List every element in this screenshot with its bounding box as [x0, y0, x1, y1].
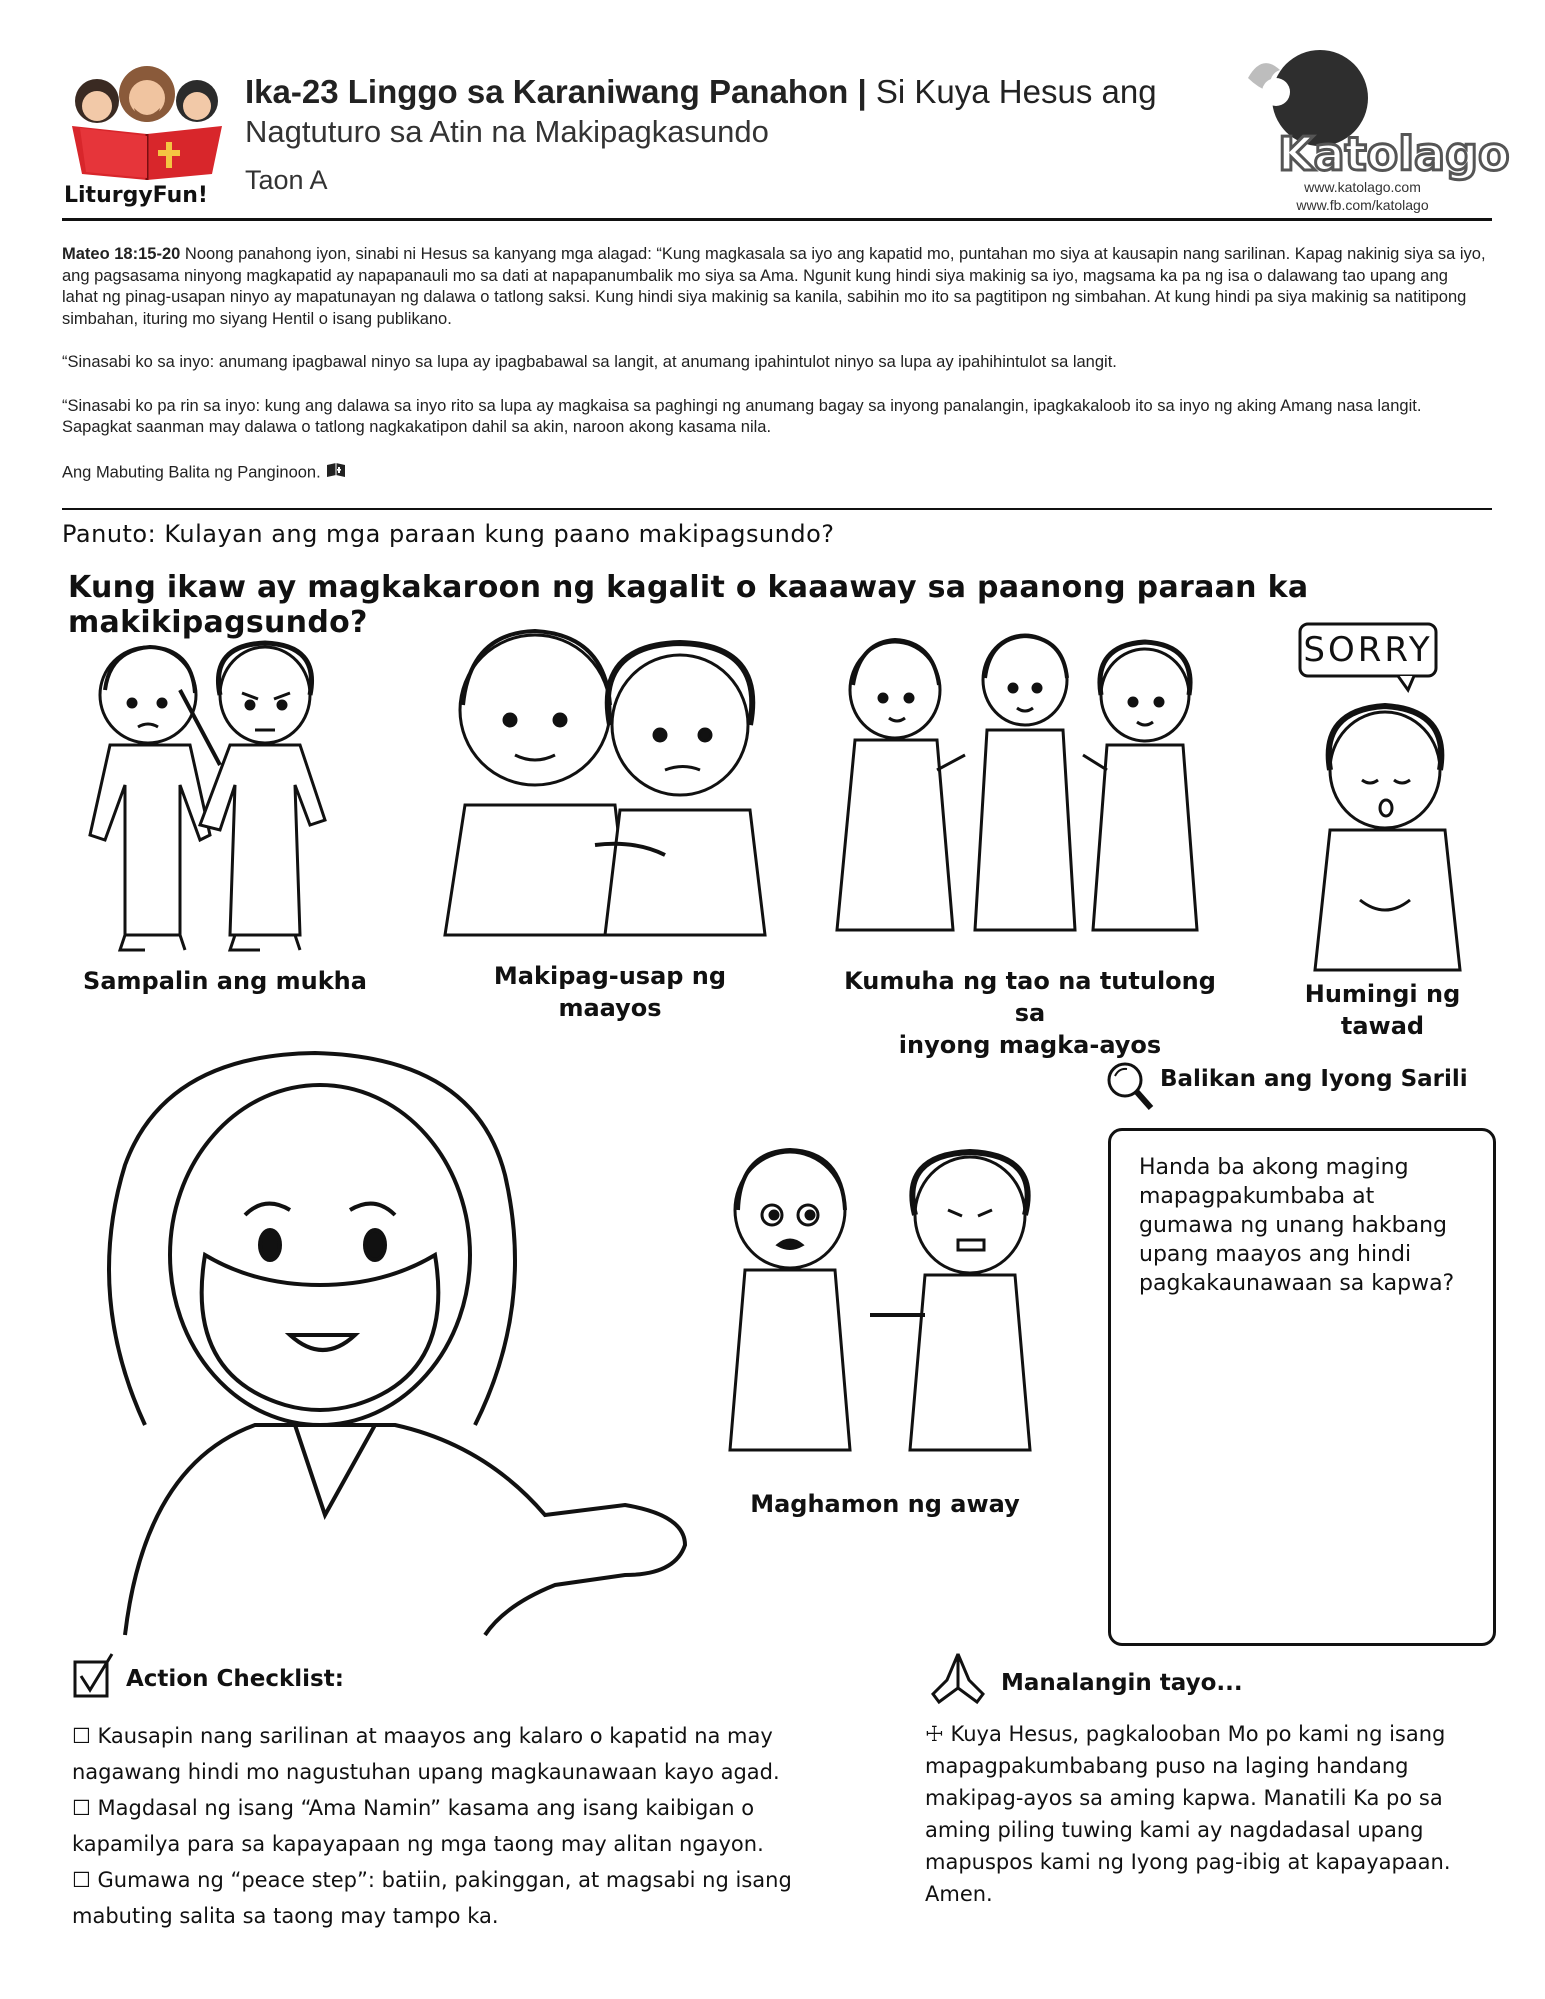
illustration-challenge[interactable] [700, 1140, 1080, 1470]
title-bold: Ika-23 Linggo sa Karaniwang Panahon [245, 73, 849, 110]
prayer-line: Amen. [925, 1882, 993, 1906]
instruction-text: Panuto: Kulayan ang mga paraan kung paano makipagsundo? [62, 520, 835, 548]
title-separator: | [848, 73, 876, 110]
checklist-line: nagawang hindi mo nagustuhan upang magkaunawaan kayo agad. [72, 1760, 780, 1784]
checklist-line[interactable]: ☐ Gumawa ng “peace step”: batiin, pakinggan, at magsabi ng isang [72, 1868, 792, 1892]
katolago-logo [1240, 48, 1510, 181]
checklist-line: mabuting salita sa taong may tampo ka. [72, 1904, 499, 1928]
checkbox-icon [72, 1650, 116, 1705]
page-subtitle: Nagtuturo sa Atin na Makipagkasundo [245, 114, 769, 149]
brand-wordmark: Katolago [1278, 127, 1510, 181]
gospel-paragraph-3: “Sinasabi ko pa rin sa inyo: kung ang dalawa sa inyo rito sa lupa ay magkaisa sa paghingi ng anumang bagay sa inyong panalangin, ipagkakaloob ito sa inyo ng aking Amang nasa langit. Sapagkat saanman may dalawa o tatlong nagkakatipon dahil sa akin, naroon akong kasama nila. [62, 396, 1422, 436]
gospel-closing-text: Ang Mabuting Balita ng Panginoon. [62, 463, 321, 482]
illustration-slap[interactable] [70, 635, 380, 965]
liturgyfun-logo [62, 56, 232, 206]
option-label-3 [835, 965, 1225, 1061]
prayer-title: Manalangin tayo... [1001, 1670, 1243, 1696]
reflection-line: gumawa ng unang hakbang [1139, 1213, 1447, 1238]
prayer-line: mapagpakumbabang puso na laging handang [925, 1754, 1409, 1778]
option-label-2-line2: maayos [558, 994, 662, 1022]
website-link[interactable]: www.katolago.com [1304, 179, 1421, 195]
illustration-mediator[interactable] [825, 630, 1225, 960]
header-divider [62, 218, 1492, 221]
reflection-line: upang maayos ang hindi [1139, 1242, 1412, 1267]
liturgical-year: Taon A [245, 165, 328, 195]
logo-text: LiturgyFun! [64, 183, 208, 208]
magnifier-icon [1105, 1060, 1155, 1117]
checklist-line: kapamilya para sa kapayapaan ng mga taong may alitan ngayon. [72, 1832, 764, 1856]
reflection-line: mapagpakumbaba at [1139, 1184, 1375, 1209]
checklist-title: Action Checklist: [126, 1666, 344, 1692]
gospel-paragraph-1 [62, 244, 1487, 330]
reflection-title: Balikan ang Iyong Sarili [1160, 1066, 1468, 1092]
page-title [245, 72, 1235, 112]
sorry-speech-bubble [1298, 622, 1438, 680]
gospel-reference: Mateo 18:15-20 [62, 245, 181, 263]
prayer-line: ☩ Kuya Hesus, pagkalooban Mo po kami ng isang [925, 1722, 1446, 1746]
option-label-3-line1: Kumuha ng tao na tutulong sa [844, 967, 1216, 1027]
checklist-line[interactable]: ☐ Kausapin nang sarilinan at maayos ang kalaro o kapatid na may [72, 1724, 773, 1748]
gospel-closing [62, 461, 1487, 486]
option-label-2 [450, 960, 770, 1024]
option-label-5: Maghamon ng away [750, 1490, 1020, 1518]
activity-question: Kung ikaw ay magkakaroon ng kagalit o kaaaway sa paanong paraan ka makikipagsundo? [68, 570, 1309, 640]
jesus-illustration [85, 1045, 705, 1635]
prayer-text [925, 1718, 1485, 1910]
option-label-4: Humingi ng tawad [1304, 980, 1461, 1040]
gospel-text-1: Noong panahong iyon, sinabi ni Hesus sa kanyang mga alagad: “Kung magkasala sa iyo ang kapatid mo, puntahan mo siya at kausapin nang sarilinan. Kapag nakinig siya sa iyo, ang pagsasama ninyong magkapatid ay napapanauli mo sa dati at napapanumbalik mo siya sa Ama. Ngunit kung hindi siya makinig sa iyo, magsama ka pa ng isa o dalawang tao upang ang lahat ng pinag-usapan ninyo ay mapatunayan ng dalawa o tatlong saksi. Kung hindi siya makinig sa kanila, sabihin mo ito sa pagtitipon ng simbahan. At kung hindi pa siya makinig sa natitipong simbahan, ituring mo siyang Hentil o isang publikano. [62, 245, 1486, 328]
option-label-2-line1: Makipag-usap ng [493, 962, 727, 990]
option-label-3-line2: inyong magka-ayos [898, 1031, 1162, 1059]
praying-hands-icon [925, 1650, 991, 1711]
checklist-items [72, 1718, 852, 1934]
checklist-line[interactable]: ☐ Magdasal ng isang “Ama Namin” kasama ang isang kaibigan o [72, 1796, 755, 1820]
gospel-paragraph-2: “Sinasabi ko sa inyo: anumang ipagbawal ninyo sa lupa ay ipagbabawal sa langit, at anumang ipahintulot ninyo sa lupa ay ipahihintulot sa langit. [62, 353, 1117, 371]
option-label-1: Sampalin ang mukha [83, 967, 367, 995]
reflection-box[interactable] [1108, 1128, 1496, 1646]
reflection-line: pagkakaunawaan sa kapwa? [1139, 1271, 1455, 1296]
title-block [245, 72, 1235, 198]
gospel-reading [62, 244, 1487, 507]
title-rest: Si Kuya Hesus ang [875, 73, 1157, 110]
illustration-sorry[interactable] [1300, 700, 1480, 970]
reflection-question [1139, 1153, 1469, 1298]
illustration-talk[interactable] [425, 625, 785, 935]
prayer-line: mapuspos kami ng Iyong pag-ibig at kapayapaan. [925, 1850, 1451, 1874]
facebook-link[interactable]: www.fb.com/katolago [1296, 197, 1429, 213]
prayer-line: aming piling tuwing kami ay nagdadasal upang [925, 1818, 1424, 1842]
reflection-line: Handa ba akong maging [1139, 1155, 1409, 1180]
section-divider [62, 508, 1492, 510]
prayer-line: makipag-ayos sa aming kapwa. Manatili Ka po sa [925, 1786, 1443, 1810]
bible-icon [325, 461, 347, 486]
sorry-text: SORRY [1303, 630, 1433, 670]
